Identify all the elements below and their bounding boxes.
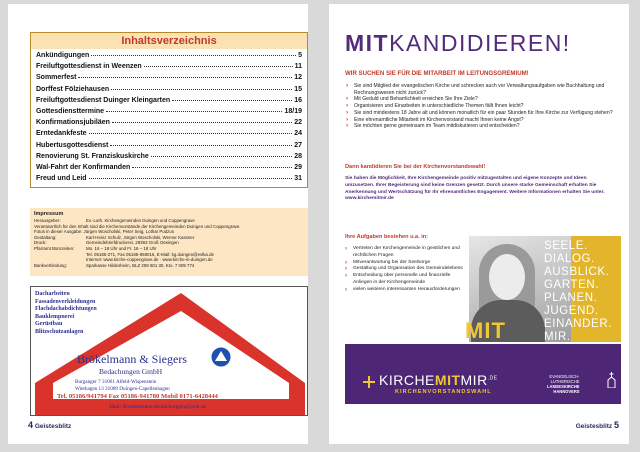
ad-address-2: Wiethagen 13 31089 Duingen-Capellenhagen — [75, 385, 170, 392]
task-item: › Mitverantwortung bei der Seelsorge — [345, 260, 467, 267]
page-number: 4 — [28, 420, 34, 430]
tasks-title: Ihre Aufgaben bestehen u.a. in: — [345, 234, 429, 240]
toc-leader-dots — [89, 178, 293, 179]
toc-item-title: Dorffest Fölziehausen — [36, 85, 110, 93]
task-item: › vielen weiteren interessanten Herausforderungen — [345, 287, 467, 294]
toc-item — [36, 106, 302, 117]
slogan-item: JUGEND. — [544, 305, 599, 317]
ad-address — [75, 379, 170, 393]
headline-rest: KANDIDIEREN! — [389, 30, 571, 56]
toc-leader-dots — [78, 77, 292, 78]
impressum-row — [34, 246, 304, 263]
impressum — [30, 208, 308, 276]
toc-item — [36, 61, 302, 72]
toc-item — [36, 84, 302, 95]
gestaltung-value: Karl-Heinz Schulz, Jürgen Woscholski, Werner Kassner — [86, 234, 195, 240]
impressum-title: Impressum — [34, 211, 64, 217]
church-line: LUTHERISCHE — [550, 379, 580, 384]
headline-mit: MIT — [345, 30, 390, 56]
slogan-list — [544, 240, 612, 344]
toc-leader-dots — [112, 122, 292, 123]
ad-service-item: Dacharbeiten — [35, 291, 70, 297]
tasks-list — [345, 246, 467, 294]
toc-item-title: Freud und Leid — [36, 175, 87, 183]
intro-paragraph: Sie haben die Möglichkeit, Ihre Kirchengemeinde positiv mitzugestalten und eigene Konzepte und Ideen umzusetzen. Ihrer Begeisterung sind keine Grenzen gesetzt. Durch unsere starke Gemeinschaft erhalten Sie Anerkennung und Wertschätzung für Ihr ehrenamtliches Engagement. Weitere Informationen erhalten Sie unter. www.kirchemitmir.de — [345, 176, 605, 202]
slogan-item: SEELE. — [544, 240, 588, 252]
toc-list — [31, 49, 307, 185]
right-page — [329, 4, 629, 444]
task-item: › Vertreten der Kirchengemeinde in geistlichen und rechtlichen Fragen — [345, 246, 467, 260]
left-footer — [28, 420, 71, 430]
question-item: › Eine ehrenamtliche Mitarbeit im Kirchenvorstand macht Ihnen keine Angst? — [345, 117, 613, 124]
toc-item — [36, 162, 302, 173]
gestaltung-label: Gestaltung: — [34, 234, 57, 240]
toc-leader-dots — [110, 145, 292, 146]
druck-label: Druck: — [34, 240, 47, 246]
question-item: › Mit Geduld und Beharrlichkeit erreichen Sie Ihre Ziele? — [345, 96, 613, 103]
toc-item-page: 18/19 — [284, 108, 302, 116]
ad-subtitle: Bedachungen GmbH — [99, 367, 163, 376]
question-item: › Sie sind Mitglied der evangelischen Kirche und schrecken auch vor Verwaltungsaufgaben wie Buchhaltung und Rechnungswesen nicht zurück? — [345, 83, 613, 96]
toc-item — [36, 151, 302, 162]
toc-item-page: 31 — [294, 175, 302, 183]
ad-address-1: Burganger 7 31061 Alfeld-Wispenstein — [75, 379, 157, 385]
brand-mit: MIT — [434, 372, 461, 388]
slogan-item: DIALOG. — [544, 253, 595, 265]
page-number: 5 — [613, 420, 619, 430]
toc-leader-dots — [106, 111, 282, 112]
ad-mail: Mail: Broekelmann-Bedachungen@web.de — [109, 404, 207, 410]
toc-leader-dots — [91, 55, 296, 56]
buero-hours: Mo. 16 – 18 Uhr und Fr. 16 – 18 Uhr — [86, 245, 157, 251]
question-item: › Sie sind mindestens 18 Jahre alt und können monatlich für ein paar Stunden für Ihre Kirche zur Verfügung stehen? — [345, 110, 613, 117]
ad-phone: Tel. 05186/941794 Fax 05186-941780 Mobil 0171-6428444 — [57, 393, 218, 400]
landeskirche-logo-text — [547, 374, 580, 394]
toc-item — [36, 95, 302, 106]
toc-item-title: Konfirmationsjubiläen — [36, 119, 110, 127]
right-footer — [576, 420, 619, 430]
roofer-advertisement — [30, 286, 308, 416]
bank-label: Bankverbindung: — [34, 262, 67, 268]
toc-item-page: 22 — [294, 119, 302, 127]
ad-services-list — [35, 291, 97, 337]
toc-item-title: Ankündigungen — [36, 52, 90, 59]
impressum-row — [34, 218, 304, 224]
task-item: › Entscheidung über personelle und finanzielle Anliegen in der Kirchengemeinde — [345, 273, 467, 287]
toc-item — [36, 117, 302, 128]
toc-item — [36, 72, 302, 83]
toc-item-title: Freiluftgottesdienst in Weenzen — [36, 63, 142, 71]
question-item: › Organisieren und Einarbeiten in unterschiedliche Themen fällt Ihnen leicht? — [345, 103, 613, 110]
toc-item-page: 29 — [294, 164, 302, 172]
brand-domain: .DE — [487, 375, 498, 382]
toc-item-page: 11 — [294, 63, 302, 71]
toc-item-page: 16 — [294, 96, 302, 104]
toc-item-title: Sommerfest — [36, 74, 77, 82]
impressum-row — [34, 263, 304, 269]
toc-item-page: 15 — [294, 85, 302, 93]
left-page — [8, 4, 308, 444]
toc-item — [36, 50, 302, 61]
slogan-item: GARTEN. — [544, 279, 600, 291]
buero-label: Pfarramt Bürozeiten: — [34, 245, 75, 251]
toc-item-title: Erntedankfeste — [36, 130, 87, 138]
toc-item-page: 27 — [294, 141, 302, 149]
call-to-action-title: Dann kandidieren Sie bei der Kirchenvorstandswahl! — [345, 164, 486, 170]
footer-label: Geistesblitz — [34, 423, 72, 430]
photo-face — [489, 254, 525, 300]
slogan-item: PLANEN. — [544, 292, 598, 304]
toc-title: Inhaltsverzeichnis — [31, 33, 307, 49]
table-of-contents — [30, 32, 308, 188]
toc-item-page: 24 — [294, 130, 302, 138]
toc-item-title: Renovierung St. Franziskuskirche — [36, 152, 149, 160]
toc-item-title: Gottesdiensttermine — [36, 108, 105, 116]
brand-kirche: KIRCHE — [379, 372, 435, 388]
church-icon — [607, 372, 616, 388]
ad-service-item: Flachdachabdichtungen — [35, 306, 97, 313]
question-item: › Sie möchten gerne gemeinsam im Team mitdiskutieren und entscheiden? — [345, 123, 613, 130]
brand-mir: MIR — [460, 372, 488, 388]
subheadline: WIR SUCHEN SIE FÜR DIE MITARBEIT IM LEITUNGSGREMIUM! — [345, 70, 529, 77]
fotos-text: Fotos in dieser Ausgabe: Jürgen Woscholski, Peter Seig, Lothar Podzus — [34, 229, 175, 235]
slogan-item: EINANDER. — [544, 318, 613, 330]
herausgeber-value: Ev.-Luth. Kirchengemeinden Duingen und Coppengrave — [86, 218, 195, 223]
slogan-item: MIR. — [544, 331, 571, 343]
ad-service-item: Gerüstbau — [35, 321, 63, 328]
bank-value: Sparkasse Hildesheim, BLZ 259 501 30, Kto. 7 009 774 — [86, 262, 195, 268]
ad-service-item: Blitzschutzanlagen — [35, 328, 84, 335]
buero-internet: Internet: www.kirche-coppengrave.de · www.kirche-in-duingen.de — [86, 257, 213, 263]
toc-item-title: Freiluftgottesdienst Duinger Kleingarten — [36, 96, 171, 104]
toc-item — [36, 128, 302, 139]
toc-leader-dots — [172, 100, 292, 101]
toc-leader-dots — [132, 167, 292, 168]
headline — [345, 30, 571, 57]
verantwortlich-text: Verantwortlich für den Inhalt sind die Kirchenvorstände der Kirchengemeinden Duingen und Coppengrave. — [34, 223, 241, 229]
brand-logo-text — [379, 372, 498, 388]
church-line: EVANGELISCH- — [549, 374, 580, 379]
toc-leader-dots — [111, 89, 292, 90]
toc-item-page: 5 — [298, 52, 302, 59]
church-line: LANDESKIRCHE — [547, 384, 580, 389]
cross-icon — [363, 376, 375, 388]
toc-leader-dots — [89, 133, 293, 134]
buero-contact: Tel. 05185-271, Fax 05185-958016, E-Mail: kg.duingen@evlka.de — [86, 251, 214, 257]
ad-service-item: Bauklempnerei — [35, 313, 75, 320]
toc-item-title: Wal-Fahrt der Konfirmanden — [36, 164, 131, 172]
toc-item — [36, 140, 302, 151]
toc-item-page: 28 — [294, 152, 302, 160]
church-line: HANNOVERS — [553, 389, 580, 394]
task-item: › Gestaltung und Organisation des Gemeindelebens — [345, 266, 467, 273]
herausgeber-label: Herausgeber: — [34, 218, 61, 223]
toc-leader-dots — [151, 156, 292, 157]
slogan-item: AUSBLICK. — [544, 266, 610, 278]
buero-value — [86, 246, 304, 263]
brand-subtitle: KIRCHENVORSTANDSWAHL — [395, 389, 492, 395]
toc-item-title: Hubertusgottesdienst — [36, 141, 109, 149]
toc-item — [36, 173, 302, 184]
mit-large-text: MIT — [465, 318, 506, 343]
ad-service-item: Fassadenverkleidungen — [35, 298, 96, 305]
footer-label: Geistesblitz — [575, 423, 613, 430]
question-list — [345, 83, 613, 130]
toc-leader-dots — [144, 66, 293, 67]
toc-item-page: 12 — [294, 74, 302, 82]
druck-value: Gemeindebriefdruckerei, 29393 Groß Oesingen — [86, 240, 179, 246]
ad-company: Brökelmann & Siegers — [77, 352, 187, 366]
